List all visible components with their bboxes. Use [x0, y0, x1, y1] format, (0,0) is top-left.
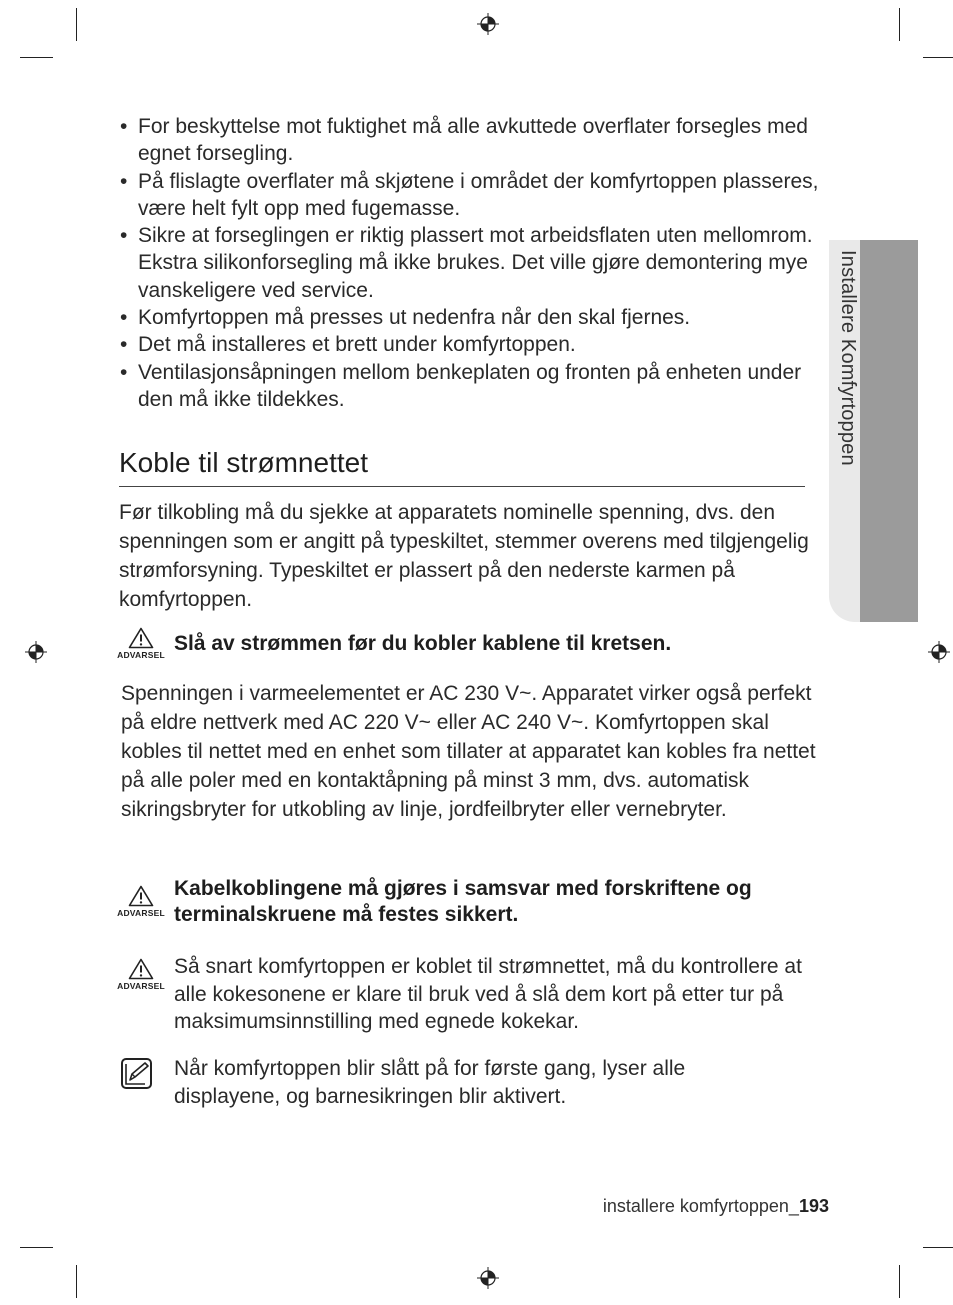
list-item: • Det må installeres et brett under komfyrtoppen.	[119, 331, 834, 358]
crop-mark	[923, 1247, 953, 1248]
crop-mark	[76, 8, 77, 41]
warning-label: ADVARSEL	[117, 981, 165, 991]
list-item: • Komfyrtoppen må presses ut nedenfra når den skal fjernes.	[119, 304, 834, 331]
list-item: • På flislagte overflater må skjøtene i området der komfyrtoppen plasseres, være helt fylt opp med fugemasse.	[119, 168, 834, 223]
warning-label: ADVARSEL	[117, 650, 165, 660]
crop-mark	[20, 57, 53, 58]
chapter-side-tab	[829, 240, 918, 622]
warning-text: Så snart komfyrtoppen er koblet til strømnettet, må du kontrollere at alle kokesonene er klare til bruk ved å slå dem kort på etter tur på maksimumsinnstilling med egnede kokekar.	[174, 955, 802, 1033]
section-title: Koble til strømnettet	[119, 447, 368, 478]
warning-triangle-icon	[128, 958, 154, 980]
warning-label: ADVARSEL	[117, 908, 165, 918]
crop-mark	[20, 1247, 53, 1248]
warning-block-icon	[113, 627, 169, 660]
list-item: • Ventilasjonsåpningen mellom benkeplaten og fronten på enheten under den må ikke tildekkes.	[119, 359, 834, 414]
page-footer	[603, 1196, 829, 1217]
list-item: • Sikre at forseglingen er riktig plassert mot arbeidsflaten uten mellomrom. Ekstra silikonforsegling må ikke brukes. Det ville gjøre demontering mye vanskeligere ved service.	[119, 222, 834, 304]
warning-heading: Kabelkoblingene må gjøres i samsvar med forskriftene og terminalskruene må festes sikkert.	[174, 877, 752, 926]
note-text: Når komfyrtoppen blir slått på for første gang, lyser alle displayene, og barnesikringen blir aktivert.	[174, 1057, 686, 1108]
side-tab-dark-panel	[860, 240, 918, 622]
side-tab-label: Installere Komfyrtoppen	[837, 250, 859, 466]
warning-block-icon	[113, 958, 169, 991]
registration-mark-icon	[928, 641, 950, 663]
page-number: 193	[798, 1196, 829, 1216]
warning-heading: Slå av strømmen før du kobler kablene til kretsen.	[174, 632, 672, 655]
crop-mark	[76, 1265, 77, 1298]
warning-triangle-icon	[128, 885, 154, 907]
footer-section-name: installere komfyrtoppen_	[602, 1196, 799, 1216]
registration-mark-icon	[477, 13, 499, 35]
title-divider	[119, 486, 805, 487]
registration-mark-icon	[25, 641, 47, 663]
voltage-paragraph: Spenningen i varmeelementet er AC 230 V~. Apparatet virker også perfekt på eldre nettverk med AC 220 V~ eller AC 240 V~. Komfyrtoppen skal kobles til nettet med en enhet som tillater at apparatet kan kobles fra nettet på alle poler med en kontaktåpning på minst 3 mm, dvs. automatisk sikringsbryter for utkobling av linje, jordfeilbryter eller vernebryter.	[121, 682, 816, 821]
crop-mark	[899, 1265, 900, 1298]
crop-mark	[899, 8, 900, 41]
warning-triangle-icon	[128, 627, 154, 649]
list-item: • For beskyttelse mot fuktighet må alle avkuttede overflater forsegles med egnet forsegling.	[119, 113, 834, 168]
section-intro: Før tilkobling må du sjekke at apparatets nominelle spenning, dvs. den spenningen som er angitt på typeskiltet, stemmer overens med tilgjengelig strømforsyning. Typeskiltet er plassert på den nederste karmen på komfyrtoppen.	[119, 501, 809, 611]
registration-mark-icon	[477, 1267, 499, 1289]
warning-block-icon	[113, 885, 169, 918]
crop-mark	[923, 57, 953, 58]
installation-bullet-list	[119, 113, 834, 413]
note-pencil-icon	[120, 1057, 153, 1090]
